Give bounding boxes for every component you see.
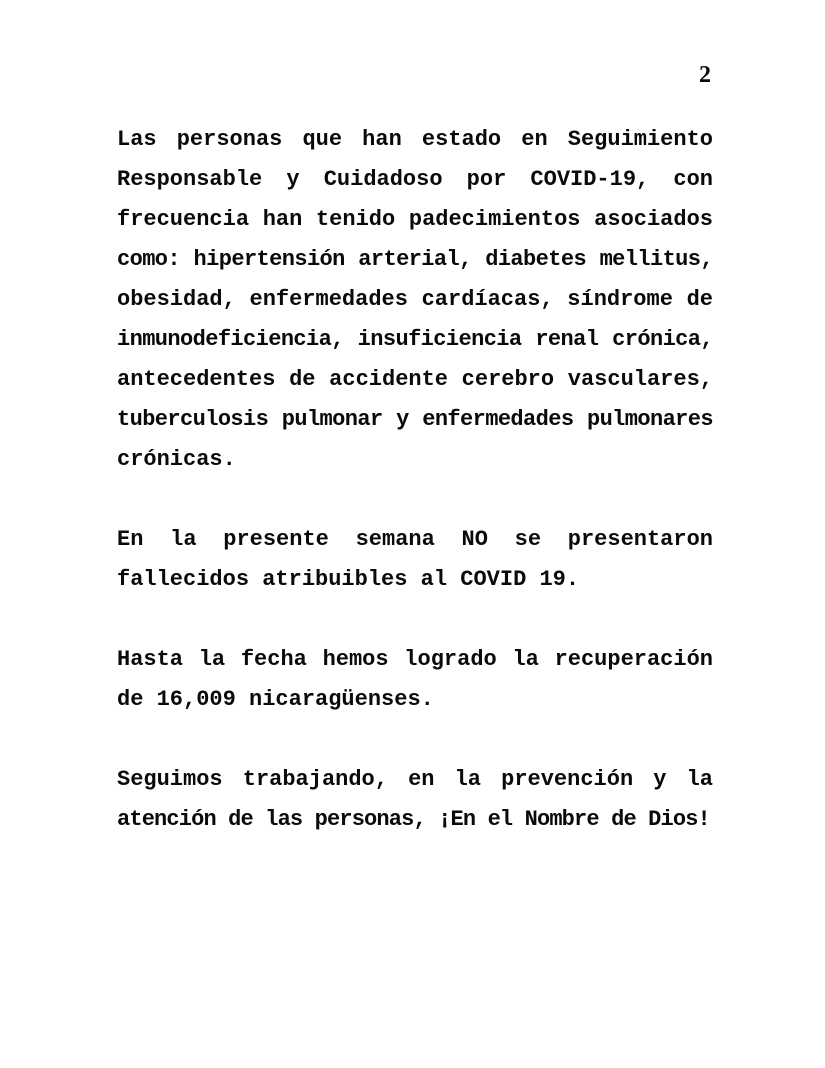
page-number: 2 — [699, 62, 711, 88]
paragraph-line: En la presente semana NO se presentaron — [117, 527, 713, 552]
paragraph-line: frecuencia han tenido padecimientos asociados — [117, 207, 713, 232]
paragraph-3 — [117, 640, 713, 720]
paragraph-line: tuberculosis pulmonar y enfermedades pulmonares — [117, 407, 713, 432]
paragraph-4 — [117, 760, 713, 840]
paragraph-2 — [117, 520, 713, 600]
paragraph-line: obesidad, enfermedades cardíacas, síndrome de — [117, 287, 713, 312]
paragraph-line: Hasta la fecha hemos logrado la recuperación — [117, 647, 713, 672]
paragraph-line: inmunodeficiencia, insuficiencia renal crónica, — [117, 327, 713, 352]
document-body — [117, 120, 713, 880]
paragraph-line: atención de las personas, ¡En el Nombre de Dios! — [117, 807, 710, 832]
paragraph-line: Seguimos trabajando, en la prevención y la — [117, 767, 713, 792]
paragraph-line: Las personas que han estado en Seguimiento — [117, 127, 713, 152]
paragraph-line: Responsable y Cuidadoso por COVID-19, con — [117, 167, 713, 192]
paragraph-line: antecedentes de accidente cerebro vasculares, — [117, 367, 713, 392]
paragraph-line: como: hipertensión arterial, diabetes mellitus, — [117, 247, 713, 272]
paragraph-line: de 16,009 nicaragüenses. — [117, 687, 434, 712]
paragraph-line: fallecidos atribuibles al COVID 19. — [117, 567, 580, 592]
paragraph-1 — [117, 120, 713, 480]
paragraph-line: crónicas. — [117, 447, 236, 472]
